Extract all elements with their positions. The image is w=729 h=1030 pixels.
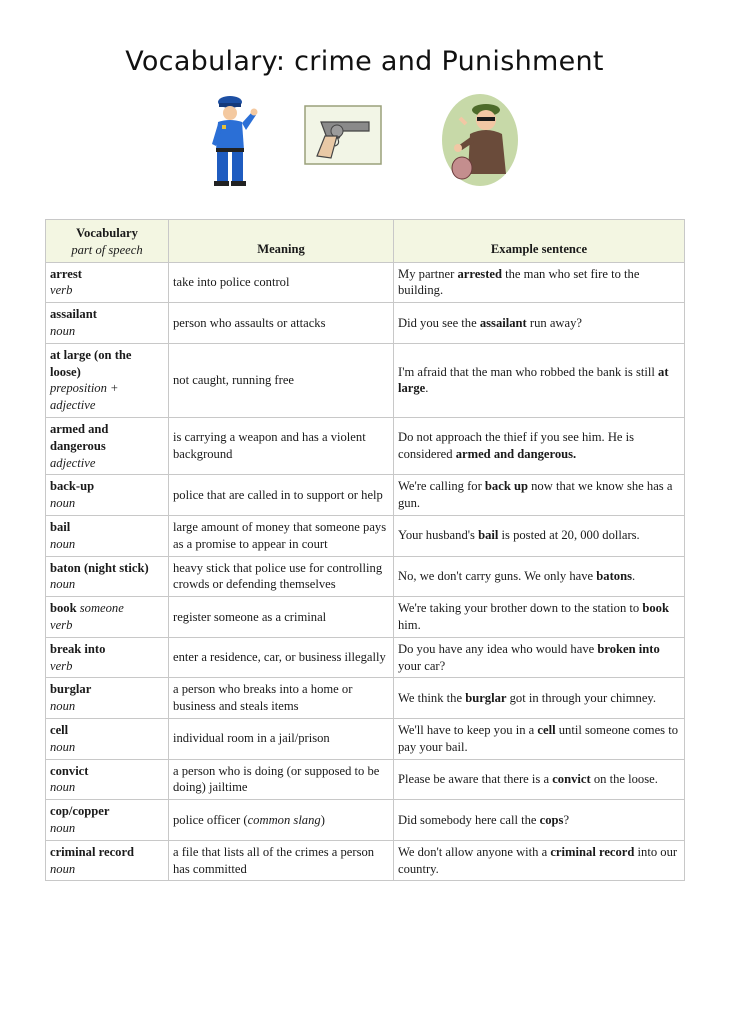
- example-cell: [394, 800, 685, 841]
- meaning-cell: a file that lists all of the crimes a person has committed: [169, 840, 394, 881]
- header-meaning: Meaning: [169, 220, 394, 263]
- vocabulary-term: at large (on the loose): [50, 347, 132, 379]
- table-row: [46, 343, 685, 417]
- table-row: [46, 597, 685, 638]
- meaning-cell: police that are called in to support or help: [169, 475, 394, 516]
- text-segment: now that we know she has a gun.: [398, 479, 673, 511]
- table-row: [46, 759, 685, 800]
- part-of-speech: preposition + adjective: [50, 381, 119, 413]
- text-segment: run away?: [526, 315, 582, 330]
- text-segment: We think the: [398, 690, 466, 705]
- example-cell: [394, 262, 685, 303]
- example-cell: [394, 718, 685, 759]
- example-cell: [394, 759, 685, 800]
- bold-term: burglar: [465, 690, 507, 705]
- vocabulary-cell: [46, 417, 169, 474]
- italic-note: common slang: [247, 812, 321, 827]
- header-vocabulary-label: Vocabulary: [76, 226, 138, 240]
- vocabulary-term: burglar: [50, 682, 92, 697]
- thief-illustration: [440, 88, 522, 188]
- bold-term: assailant: [479, 315, 527, 330]
- text-segment: got in through your chimney.: [506, 690, 657, 705]
- text-segment: My partner: [398, 266, 458, 281]
- header-example: Example sentence: [394, 220, 685, 263]
- text-segment: him.: [398, 617, 421, 632]
- meaning-cell: individual room in a jail/prison: [169, 718, 394, 759]
- part-of-speech: noun: [50, 739, 76, 754]
- text-segment: Did somebody here call the: [398, 812, 540, 827]
- text-segment: We're taking your brother down to the station to: [398, 601, 643, 616]
- meaning-cell: not caught, running free: [169, 343, 394, 417]
- vocabulary-cell: [46, 303, 169, 344]
- meaning-cell: [169, 800, 394, 841]
- bold-term: armed and dangerous.: [455, 447, 577, 462]
- vocabulary-term: bail: [50, 519, 71, 534]
- vocabulary-cell: [46, 262, 169, 303]
- vocabulary-term: baton (night stick): [50, 560, 149, 575]
- text-segment: the man who set fire to the building.: [398, 266, 640, 298]
- bold-term: criminal record: [550, 844, 635, 859]
- text-segment: ?: [563, 812, 570, 827]
- table-row: [46, 556, 685, 597]
- vocabulary-table: [45, 219, 685, 881]
- part-of-speech: noun: [50, 820, 76, 835]
- text-segment: We'll have to keep you in a: [398, 722, 538, 737]
- meaning-cell: a person who breaks into a home or business and steals items: [169, 678, 394, 719]
- text-segment: until someone comes to pay your bail.: [398, 722, 679, 754]
- example-cell: [394, 303, 685, 344]
- part-of-speech: verb: [50, 283, 73, 298]
- vocabulary-term: break into: [50, 641, 106, 656]
- vocabulary-cell: [46, 800, 169, 841]
- vocabulary-term: convict: [50, 763, 89, 778]
- page-title: Vocabulary: crime and Punishment: [125, 46, 604, 77]
- vocabulary-cell: [46, 637, 169, 678]
- text-segment: Please be aware that there is a: [398, 771, 553, 786]
- vocabulary-cell: [46, 840, 169, 881]
- vocabulary-term-extra: someone: [76, 601, 124, 616]
- example-cell: [394, 417, 685, 474]
- part-of-speech: verb: [50, 617, 73, 632]
- bold-term: cops: [539, 812, 564, 827]
- text-segment: on the loose.: [590, 771, 658, 786]
- vocabulary-cell: [46, 678, 169, 719]
- bold-term: back up: [484, 479, 528, 494]
- example-cell: [394, 556, 685, 597]
- vocabulary-term: armed and dangerous: [50, 421, 109, 453]
- meaning-cell: enter a residence, car, or business illegally: [169, 637, 394, 678]
- vocabulary-cell: [46, 475, 169, 516]
- vocabulary-cell: [46, 515, 169, 556]
- vocabulary-cell: [46, 597, 169, 638]
- example-cell: [394, 343, 685, 417]
- vocabulary-term: back-up: [50, 479, 95, 494]
- part-of-speech: noun: [50, 699, 76, 714]
- text-segment: your car?: [398, 658, 446, 673]
- table-header-row: [46, 220, 685, 263]
- text-segment: Do not approach the thief if you see him. He is considered: [398, 430, 635, 462]
- vocabulary-term: cop/copper: [50, 804, 110, 819]
- part-of-speech: noun: [50, 861, 76, 876]
- text-segment: No, we don't carry guns. We only have: [398, 568, 597, 583]
- text-segment: We're calling for: [398, 479, 485, 494]
- part-of-speech: verb: [50, 658, 73, 673]
- meaning-cell: heavy stick that police use for controlling crowds or defending themselves: [169, 556, 394, 597]
- bold-term: cell: [537, 722, 556, 737]
- text-segment: I'm afraid that the man who robbed the bank is still: [398, 364, 659, 379]
- text-segment: police officer (: [173, 812, 248, 827]
- text-segment: .: [425, 381, 429, 396]
- meaning-cell: is carrying a weapon and has a violent background: [169, 417, 394, 474]
- part-of-speech: noun: [50, 536, 76, 551]
- text-segment: .: [631, 568, 636, 583]
- table-row: [46, 718, 685, 759]
- text-segment: into our country.: [398, 844, 678, 876]
- example-cell: [394, 637, 685, 678]
- bold-term: bail: [478, 528, 499, 543]
- example-cell: [394, 840, 685, 881]
- table-row: [46, 417, 685, 474]
- bold-term: broken into: [597, 641, 660, 656]
- bold-term: batons: [596, 568, 632, 583]
- table-row: [46, 515, 685, 556]
- vocabulary-cell: [46, 343, 169, 417]
- vocabulary-cell: [46, 718, 169, 759]
- meaning-cell: register someone as a criminal: [169, 597, 394, 638]
- meaning-cell: take into police control: [169, 262, 394, 303]
- example-cell: [394, 678, 685, 719]
- bold-term: convict: [552, 771, 591, 786]
- vocabulary-term: criminal record: [50, 844, 135, 859]
- police-officer-illustration: [200, 92, 266, 192]
- header-part-of-speech: part of speech: [71, 242, 143, 257]
- example-cell: [394, 515, 685, 556]
- part-of-speech: noun: [50, 496, 76, 511]
- example-cell: [394, 597, 685, 638]
- table-row: [46, 475, 685, 516]
- part-of-speech: noun: [50, 780, 76, 795]
- bold-term: arrested: [457, 266, 502, 281]
- part-of-speech: adjective: [50, 455, 96, 470]
- meaning-cell: a person who is doing (or supposed to be doing) jailtime: [169, 759, 394, 800]
- vocabulary-cell: [46, 759, 169, 800]
- text-segment: Do you have any idea who would have: [398, 641, 598, 656]
- vocabulary-term: arrest: [50, 266, 82, 281]
- revolver-illustration: [303, 104, 383, 166]
- vocabulary-term: book: [50, 601, 77, 616]
- text-segment: Your husband's: [398, 528, 479, 543]
- table-row: [46, 303, 685, 344]
- text-segment: is posted at 20, 000 dollars.: [498, 528, 640, 543]
- meaning-cell: person who assaults or attacks: [169, 303, 394, 344]
- vocabulary-cell: [46, 556, 169, 597]
- table-row: [46, 840, 685, 881]
- bold-term: book: [642, 601, 669, 616]
- text-segment: Did you see the: [398, 315, 480, 330]
- table-row: [46, 678, 685, 719]
- example-cell: [394, 475, 685, 516]
- vocabulary-term: cell: [50, 722, 69, 737]
- text-segment: We don't allow anyone with a: [398, 844, 551, 859]
- table-row: [46, 637, 685, 678]
- vocabulary-term: assailant: [50, 307, 97, 322]
- header-vocabulary: [46, 220, 169, 263]
- illustrations: [0, 88, 729, 198]
- table-row: [46, 800, 685, 841]
- part-of-speech: noun: [50, 577, 76, 592]
- bold-term: at large: [398, 364, 669, 396]
- table-row: [46, 262, 685, 303]
- text-segment: ): [320, 812, 325, 827]
- part-of-speech: noun: [50, 323, 76, 338]
- meaning-cell: large amount of money that someone pays as a promise to appear in court: [169, 515, 394, 556]
